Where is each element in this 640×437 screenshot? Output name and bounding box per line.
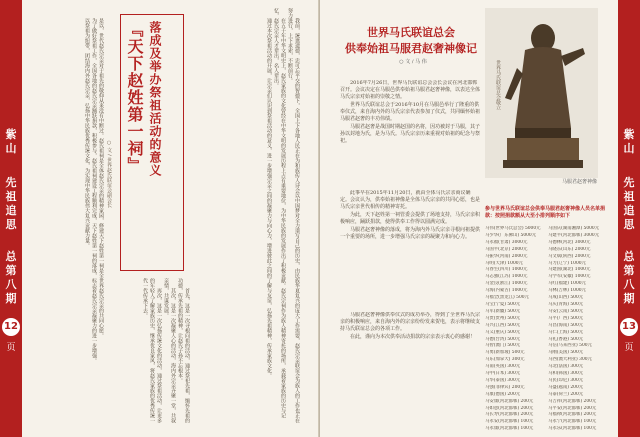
paragraph: 马服君赵奢是战国时期赵国的名将，因功被封于马服，其子孙以封地为氏，是为马氏。马氏宗亲历来重视对始祖的纪念与祭祀。 — [340, 124, 480, 144]
donation-row — [485, 392, 611, 399]
donation-row — [485, 316, 611, 323]
section-name-char: 先 — [623, 176, 635, 189]
donation-entry: 马安康(河北邯郸) 200元 — [485, 398, 534, 404]
donation-row — [485, 233, 611, 240]
right-article-column-1 — [340, 80, 480, 190]
donation-entry: 马伟(世界马氏总会) 5000元 — [485, 226, 541, 231]
donation-entry: 马昌(海南) 500元 — [548, 322, 584, 328]
donation-entry: 马华(泰国) 300元 — [485, 377, 521, 383]
donation-row — [485, 399, 611, 406]
issue-label-char: 第 — [623, 264, 635, 277]
issue-label-char: 期 — [623, 292, 635, 305]
donation-row — [485, 288, 611, 295]
paragraph: 其次，这是一次凝聚人心的活动，海内外宗亲齐聚一堂，共叙亲情，共谋发展。 — [163, 278, 176, 423]
donation-entry: 马吉祥(河北邯郸) 200元 — [548, 398, 597, 404]
donation-entry: 马福全(黑龙江) 500元 — [485, 295, 529, 301]
article-byline: ○ 文 / 马 伟 — [399, 59, 427, 65]
donation-row — [485, 385, 611, 392]
section-name-char: 祖 — [623, 190, 635, 203]
donation-table — [485, 226, 611, 433]
donation-entry: 马兴(江西) 500元 — [485, 322, 521, 328]
donation-row — [485, 426, 611, 433]
donation-entry: 马义(重庆) 500元 — [485, 329, 521, 335]
section-name-char: 思 — [623, 218, 635, 231]
donation-entry: 马和(韩国) 300元 — [548, 371, 584, 377]
donation-entry: 马北(法国) 300元 — [548, 364, 584, 370]
article-title-line-2: 供奉始祖马服君赵奢神像记 — [345, 42, 477, 55]
donation-entry: 马金良(浙江) 1000元 — [485, 281, 528, 287]
donation-entry: 马如意(河北邯郸) 200元 — [485, 405, 534, 411]
paragraph: 为了做好祭祖工作，全国各地的赵氏宗亲踊跃捐款，积极参与，赵氏祖祠建设工程顺利完成，天下赵姓第一祠的落成，标志着赵氏宗亲凝聚力的进一步增强。 — [91, 18, 97, 363]
donation-entry: 马振华(河南) 2000元 — [485, 253, 528, 259]
magazine-name-char: 山 — [5, 142, 17, 155]
right-margin-strip — [618, 0, 640, 437]
donation-entry: 马建国(湖北) 1000元 — [548, 267, 591, 273]
issue-label — [618, 250, 640, 306]
article-title: 『天下赵姓第一祠』 — [125, 21, 144, 174]
paragraph: 2016年7月26日，世界马氏联谊总会会长会议在河北邯郸召开。会议决定在马服邑供奉始祖马服君赵奢神像，以表达全体马氏宗亲对始祖的崇敬之情。 — [340, 80, 480, 100]
donation-entry: 马民(印尼) 300元 — [548, 377, 584, 383]
donation-row — [485, 350, 611, 357]
section-name-char: 先 — [5, 176, 17, 189]
section-name-char: 思 — [5, 218, 17, 231]
donation-row — [485, 295, 611, 302]
donation-row — [485, 412, 611, 419]
donation-row — [485, 267, 611, 274]
left-article-title-box — [120, 14, 184, 271]
donation-entry: 马力(辽宁) 1000元 — [548, 260, 586, 266]
paragraph: 以祭祖为纽带，团结海内外赵氏宗亲，弘扬中华民族优秀传统文化，为实现中华民族伟大复兴贡献力量。 — [84, 18, 90, 248]
statue-inscription: 世界马氏联谊总会敬立 — [495, 60, 501, 110]
page-number: 13 — [620, 318, 638, 336]
donation-entry: 马勇(新加坡) 500元 — [485, 350, 525, 356]
paragraph: 此事早在2015年11月20日，就由全体马氏宗亲商议确定。会议认为，供奉始祖神像是全体马氏宗亲的共同心愿，也是马氏宗亲世代相传的精神寄托。 — [340, 190, 480, 210]
donation-entry: 马永宁(河北邯郸) 100元 — [548, 419, 597, 425]
section-name — [618, 176, 640, 232]
section-name-char: 追 — [5, 204, 17, 217]
donation-entry: 马仁(上海) 500元 — [548, 329, 584, 335]
donation-entry: 马建平(河北邯郸) 3000元 — [548, 232, 600, 238]
donation-entry: 马军(新疆) 500元 — [485, 308, 521, 314]
donation-entry: 马盛(越南) 200元 — [548, 384, 584, 390]
right-article-title-banner — [345, 24, 477, 72]
donation-entry: 马学军(安徽) 1000元 — [548, 274, 591, 280]
donation-entry: 马晓东(山东) 2000元 — [548, 246, 591, 252]
section-name-char: 祖 — [5, 190, 17, 203]
donation-row — [485, 337, 611, 344]
donation-entry: 马德(台湾) 500元 — [485, 336, 521, 342]
left-article-column-2 — [28, 8, 104, 428]
donation-heading: 参与世界马氏联谊总会供奉马服君赵奢神像人员名单捐款：按照捐款额从大至小排列顺序如下 — [485, 206, 606, 219]
donation-entry: 马泰(荷兰) 200元 — [548, 391, 584, 397]
donation-row — [485, 406, 611, 413]
magazine-name — [0, 128, 22, 156]
donation-row — [485, 323, 611, 330]
donation-entry: 马永安(河北邯郸) 100元 — [485, 419, 534, 425]
article-subtitle: 落成及举办祭祖活动的意义 — [148, 21, 162, 177]
donation-entry: 马信(马来西亚) 500元 — [548, 343, 592, 349]
donation-entry: 马红(福建) 1000元 — [548, 281, 586, 287]
paragraph: 首先，这是一次寻根问祖的活动，通过祭祀先祖，缅怀先祖的功德，传承先祖的精神，让赵氏子孙不忘根本。 — [177, 278, 190, 423]
donation-entry: 马志强(江苏) 1000元 — [485, 274, 528, 280]
donation-entry: 马春生(四川) 1000元 — [485, 267, 528, 273]
donation-row — [485, 357, 611, 364]
issue-label — [0, 250, 22, 306]
donation-row — [485, 281, 611, 288]
donation-entry: 马庆(青海) 500元 — [548, 301, 584, 307]
donation-entry: 马德林(河北) 3000元 — [548, 239, 591, 245]
paragraph: 在此，谨向为本次供奉活动捐款的宗亲表示衷心的感谢！ — [350, 334, 476, 340]
donation-entry: 马西(澳大利亚) 300元 — [548, 357, 592, 363]
paragraph: 马服君赵奢神像的落成，将为海内外马氏宗亲寻根问祖提供一个重要的场所，进一步增强马氏宗亲的凝聚力和向心力。 — [340, 227, 480, 240]
issue-label-char: 总 — [623, 250, 635, 263]
donation-row — [485, 254, 611, 261]
donation-entry: 马平(广西) 500元 — [548, 315, 584, 321]
donation-entry: 马安(云南) 500元 — [548, 308, 584, 314]
donation-entry: 马福禄(河北邯郸) 200元 — [548, 412, 597, 418]
donation-row — [485, 274, 611, 281]
issue-label-char: 第 — [5, 264, 17, 277]
donation-row — [485, 378, 611, 385]
paragraph: 通过本次祭祖活动的开展，让宗亲们认识到祭祖活动的意义，进一步增强宗亲之间的凝聚力与向心力，增进彼此之间的了解与友谊，弘扬先祖精神，传承家族文化。 — [266, 18, 272, 378]
left-margin-strip — [0, 0, 22, 437]
page-unit-label: 页 — [6, 343, 16, 353]
section-name-char: 追 — [623, 204, 635, 217]
donation-row — [485, 371, 611, 378]
donation-row — [485, 419, 611, 426]
donation-row — [485, 240, 611, 247]
donation-entry: 马贵(贵州) 500元 — [485, 315, 521, 321]
donation-row — [485, 247, 611, 254]
donation-entry: 马明(天津) 1000元 — [485, 260, 523, 266]
donation-row — [485, 302, 611, 309]
issue-label-char: 总 — [5, 250, 17, 263]
donation-entry: 马国庆(湖南湘潭) 5000元 — [548, 226, 600, 231]
left-article-column-1 — [190, 8, 300, 428]
magazine-name — [618, 128, 640, 156]
donation-entry: 马刚(美国) 500元 — [548, 350, 584, 356]
article-byline: ○ 文 / 世界赵氏联谊会副会长 — [106, 140, 112, 208]
right-article-column-3 — [340, 312, 480, 430]
paragraph: 马服君赵奢神像供奉仪式的成功举办，得到了全世界马氏宗亲的积极响应，来自海内外的宗亲纷纷发来贺电，表示将继续支持马氏联谊总会的各项工作。 — [340, 312, 480, 332]
statue-caption: 马服君赵奢神像 — [562, 179, 598, 185]
donation-entry: 马永乐(河北邯郸) 100元 — [548, 426, 597, 432]
donation-row — [485, 330, 611, 337]
donation-entry: 马长寿(河北邯郸) 200元 — [485, 412, 534, 418]
donation-entry: 马永福(甘肃) 3000元 — [485, 239, 528, 245]
donation-row — [485, 261, 611, 268]
magazine-name-char: 山 — [623, 142, 635, 155]
article-title: 世界马氏联谊总会 — [367, 26, 455, 39]
page-unit-label: 页 — [624, 343, 634, 353]
paragraph: 是以，世代赵氏宗亲对于祖先的敬仰从来没有中断过。赵氏祖祠是全体赵氏宗亲的精神家园，修建天下赵姓第一祠是全世界赵氏宗亲的共同心愿。 — [98, 18, 104, 338]
right-article-column-2 — [340, 190, 480, 310]
paragraph: 再次，这是一次弘扬传统文化的活动，通过祭祖活动，让更多的年轻人了解家族历史，继承优良家风，将赵氏家族的优秀传统一代一代传承下去。 — [142, 278, 162, 423]
donation-row — [485, 343, 611, 350]
issue-label-char: 八 — [5, 278, 17, 291]
paragraph: 我前，统谯遗德，忠可忘平交的智德下，全国上下各地人民正在为和族传人诗会以中国梦对全力谱写自己的历史，由民族华夏复兴的庞大工作需要，赵氏宗亲联谊会为族人的工作也正在努力进行，上下求索，不断前行。 — [287, 8, 300, 423]
donation-entry: 马智(澳门) 500元 — [485, 343, 521, 349]
donation-entry: 马文斌(陕西) 2000元 — [548, 253, 591, 259]
donation-entry: 马强(菲律宾) 200元 — [485, 384, 525, 390]
donation-entry: 马永康(河北邯郸) 100元 — [485, 426, 534, 432]
donation-entry: 马中(日本) 300元 — [485, 371, 521, 377]
donation-entry: 马国平(北京) 2000元 — [485, 246, 528, 252]
donation-row — [485, 364, 611, 371]
donation-row — [485, 226, 611, 233]
donation-entry: 马成(山西) 500元 — [548, 295, 584, 301]
donation-entry: 马康(德国) 200元 — [485, 391, 521, 397]
magazine-name-char: 紫 — [623, 128, 635, 141]
issue-label-char: 八 — [623, 278, 635, 291]
donation-row — [485, 309, 611, 316]
paragraph: 世界马氏联谊总会于2016年10月在马服邑举行了隆重的供奉仪式，来自海内外的马氏宗亲代表参加了仪式，共同缅怀始祖马服君赵奢的丰功伟绩。 — [340, 102, 480, 122]
paragraph: 在五千年中华文明史上，赵氏家族的文化曾经在中华文明的发展历程上占有重要地位，为中华民族的发展作出了积极贡献。赵氏宗祠作为族人精神寄托的场所，承载着家族的历史与记忆，赵氏宗亲人才辈出，名人辈出。 — [273, 8, 286, 418]
donation-entry: 马礼(香港) 500元 — [548, 336, 584, 342]
donation-entry: 马林(吉林) 1000元 — [548, 288, 586, 294]
donation-entry: 马东(加拿大) 300元 — [485, 357, 525, 363]
donation-entry: 马少华(广东佛山) 5000元 — [485, 232, 537, 238]
issue-label-char: 期 — [5, 292, 17, 305]
section-name — [0, 176, 22, 232]
left-article-column-3 — [120, 278, 190, 428]
donation-entry: 马南(英国) 300元 — [485, 364, 521, 370]
donation-entry: 马海(内蒙古) 1000元 — [485, 288, 528, 294]
magazine-name-char: 紫 — [5, 128, 17, 141]
paragraph: 为此，天下赵姓第一祠管委会提供了场地支持，马氏宗亲积极响应，踊跃捐款，使得供奉工作得以圆满完成。 — [340, 212, 480, 225]
donation-entry: 马平安(河北邯郸) 200元 — [548, 405, 597, 411]
donation-entry: 马宝(宁夏) 500元 — [485, 301, 521, 307]
page-number: 12 — [2, 318, 20, 336]
